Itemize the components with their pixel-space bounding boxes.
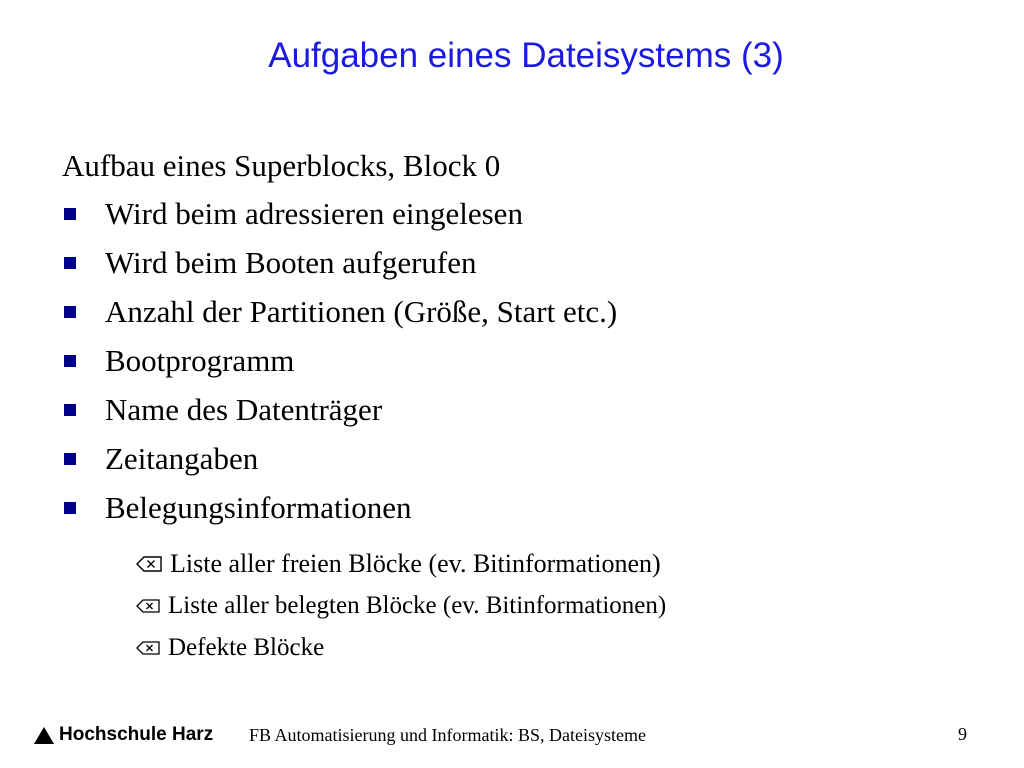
square-bullet-icon xyxy=(64,355,76,367)
sub-bullet-text: Defekte Blöcke xyxy=(168,634,325,661)
bullet-text: Wird beim Booten aufgerufen xyxy=(105,245,477,280)
sub-bullet-item xyxy=(136,543,666,585)
footer xyxy=(0,720,1024,752)
sub-bullet-text: Liste aller belegten Blöcke (ev. Bitinformationen) xyxy=(168,592,667,619)
square-bullet-icon xyxy=(64,306,76,318)
bullet-item xyxy=(62,488,617,537)
square-bullet-icon xyxy=(64,502,76,514)
bullet-text: Belegungsinformationen xyxy=(105,490,412,525)
sub-bullet-item xyxy=(136,585,666,627)
bullet-item xyxy=(62,439,617,488)
bullet-text: Zeitangaben xyxy=(105,441,259,476)
sub-bullet-item xyxy=(136,627,666,669)
bullet-text: Bootprogramm xyxy=(105,343,295,378)
erase-left-icon xyxy=(136,599,160,613)
bullet-text: Anzahl der Partitionen (Größe, Start etc.) xyxy=(105,294,618,329)
sub-bullet-text: Liste aller freien Blöcke (ev. Bitinformationen) xyxy=(170,549,661,578)
triangle-logo-icon xyxy=(34,727,54,744)
university-name: Hochschule Harz xyxy=(59,724,214,745)
university-logo xyxy=(34,724,213,746)
square-bullet-icon xyxy=(64,453,76,465)
bullet-list xyxy=(62,194,617,537)
square-bullet-icon xyxy=(64,404,76,416)
sub-bullet-list xyxy=(136,543,666,669)
erase-left-icon xyxy=(136,641,160,655)
square-bullet-icon xyxy=(64,257,76,269)
bullet-item xyxy=(62,243,617,292)
square-bullet-icon xyxy=(64,208,76,220)
bullet-item xyxy=(62,194,617,243)
footer-course-text: FB Automatisierung und Informatik: BS, Dateisysteme xyxy=(249,725,646,745)
bullet-item xyxy=(62,341,617,390)
bullet-item xyxy=(62,292,617,341)
slide-title-text: Aufgaben eines Dateisystems (3) xyxy=(268,36,784,75)
bullet-text: Name des Datenträger xyxy=(105,392,383,427)
intro-text: Aufbau eines Superblocks, Block 0 xyxy=(62,148,501,183)
bullet-item xyxy=(62,390,617,439)
page-number: 9 xyxy=(958,724,967,744)
slide-title xyxy=(0,36,1024,76)
erase-left-icon xyxy=(136,556,162,572)
bullet-text: Wird beim adressieren eingelesen xyxy=(105,196,523,231)
